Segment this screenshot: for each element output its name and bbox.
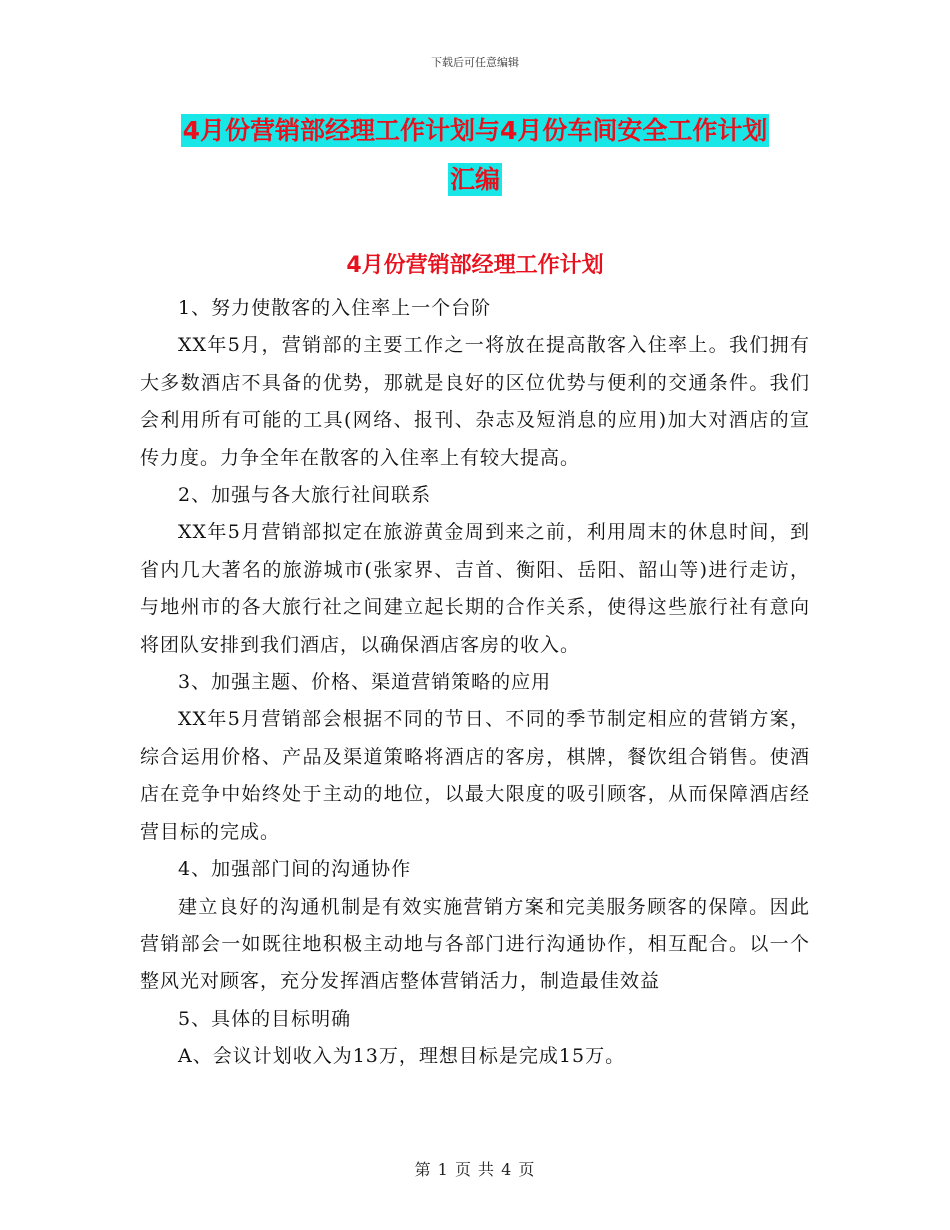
paragraph-2: XX年5月营销部拟定在旅游黄金周到来之前，利用周末的休息时间，到省内几大著名的旅游城市(张家界、吉首、衡阳、岳阳、韶山等)进行走访，与地州市的各大旅行社之间建立起长期的合作关系，使得这些旅行社有意向将团队安排到我们酒店，以确保酒店客房的收入。 (140, 521, 810, 656)
paragraph-1: XX年5月，营销部的主要工作之一将放在提高散客入住率上。我们拥有大多数酒店不具备的优势，那就是良好的区位优势与便利的交通条件。我们会利用所有可能的工具(网络、报刊、杂志及短消息的应用)加大对酒店的宣传力度。力争全年在散客的入住率上有较大提高。 (140, 334, 810, 469)
section-title: 4月份营销部经理工作计划 (346, 253, 604, 278)
paragraph-3: XX年5月营销部会根据不同的节日、不同的季节制定相应的营销方案，综合运用价格、产品及渠道策略将酒店的客房，棋牌，餐饮组合销售。使酒店在竞争中始终处于主动的地位，以最大限度的吸引顾客，从而保障酒店经营目标的完成。 (140, 708, 810, 843)
document-body (140, 290, 810, 1076)
heading-item-1: 1、努力使散客的入住率上一个台阶 (178, 297, 492, 319)
heading-item-3: 3、加强主题、价格、渠道营销策略的应用 (178, 671, 552, 694)
page-header-note: 下载后可任意编辑 (431, 56, 519, 69)
heading-item-5: 5、具体的目标明确 (178, 1007, 352, 1030)
heading-item-2: 2、加强与各大旅行社间联系 (178, 484, 432, 507)
document-title-line-2: 汇编 (449, 165, 500, 194)
heading-item-4: 4、加强部门间的沟通协作 (178, 858, 412, 881)
page-number-footer: 第 1 页 共 4 页 (414, 1160, 536, 1179)
document-title (120, 106, 830, 204)
paragraph-5: A、会议计划收入为13万，理想目标是完成15万。 (178, 1045, 626, 1068)
paragraph-4: 建立良好的沟通机制是有效实施营销方案和完美服务顾客的保障。因此营销部会一如既往地积极主动地与各部门进行沟通协作，相互配合。以一个整风光对顾客，充分发挥酒店整体营销活力，制造最佳效益 (140, 895, 810, 993)
document-title-line-1: 4月份营销部经理工作计划与4月份车间安全工作计划 (182, 116, 768, 145)
